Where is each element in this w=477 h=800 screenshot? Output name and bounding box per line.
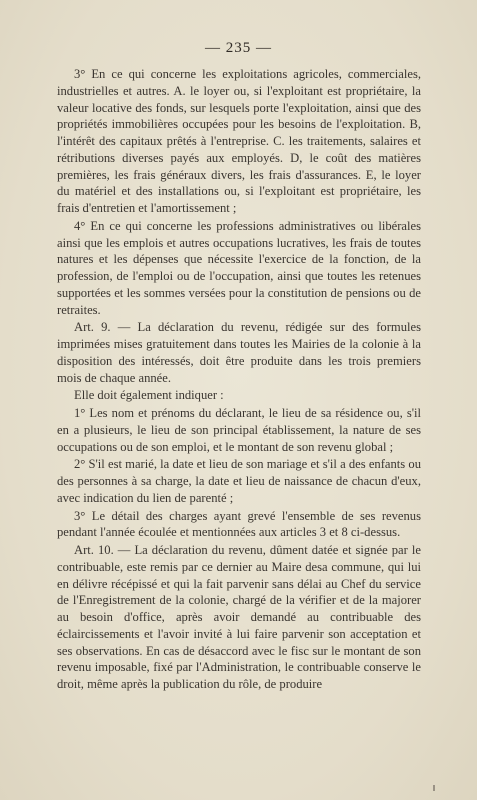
paragraph-art-9: Art. 9. — La déclaration du revenu, rédigée sur des formules imprimées mises gratuitement dans toutes les Mairies de la colonie à la disposition des intéressés, doit être produite dans les trois premiers mois de chaque année.: [57, 320, 421, 385]
paragraph-2-marie: 2° S'il est marié, la date et lieu de son mariage et s'il a des enfants ou des personnes à sa charge, la date et lieu de naissance de chacun d'eux, avec indication du lien de parenté ;: [57, 457, 421, 505]
paragraph-elle-doit: Elle doit également indiquer :: [74, 388, 224, 403]
body-text: [57, 66, 421, 693]
paragraph-4-professions: 4° En ce qui concerne les professions administratives ou libérales ainsi que les emplois et autres occupations lucratives, les frais de toutes natures et les dépenses que nécessite l'exercice de la fonction, de la profession, de l'emploi ou de l'occupation, ainsi que toutes les retenues supportées et les sommes versées pour la constitution de pensions ou de retraites.: [57, 218, 421, 317]
page-edge-mark: [433, 785, 435, 791]
paragraph-3-exploitations: 3° En ce qui concerne les exploitations agricoles, commerciales, industrielles et autres. A. le loyer ou, si l'exploitant est propriétaire, la valeur locative des fonds, sur lesquels porte l'exploitation, ainsi que des propriétés immobilières occupées pour les besoins de l'exploitation. B, l'intérêt des capitaux prêtés à l'entreprise. C. les traitements, salaires et rétributions diverses payés aux employés. D, le coût des matières premières, les frais généraux divers, les frais d'assurances. E, le loyer du matériel et des installations ou, si l'exploitant est propriétaire, les frais d'entretien et l'amortissement ;: [57, 67, 421, 215]
paragraph-1-nom: 1° Les nom et prénoms du déclarant, le lieu de sa résidence ou, s'il en a plusieurs, le lieu de son principal établissement, la nature de ses occupations ou de son emploi, et le montant de son revenu global ;: [57, 406, 421, 454]
page-number: — 235 —: [205, 40, 272, 56]
paragraph-art-10: Art. 10. — La déclaration du revenu, dûment datée et signée par le contribuable, este remis par ce dernier au Maire desa commune, qui lui en délivre récépissé et qui la fait parvenir sans délai au Chef du service de l'Enregistrement de la colonie, chargé de la vérifier et de la majorer au besoin d'office, après avoir demandé au contribuable des éclaircissements et l'avoir invité à lui faire parvenir son acceptation et ses observations. En cas de désaccord avec le fisc sur le montant de son revenu imposable, fixé par l'Administration, le contribuable conserve le droit, même après la publication du rôle, de produire: [57, 543, 421, 691]
paragraph-3-charges: 3° Le détail des charges ayant grevé l'ensemble de ses revenus pendant l'année écoulée et mentionnées aux articles 3 et 8 ci-dessus.: [57, 508, 421, 540]
